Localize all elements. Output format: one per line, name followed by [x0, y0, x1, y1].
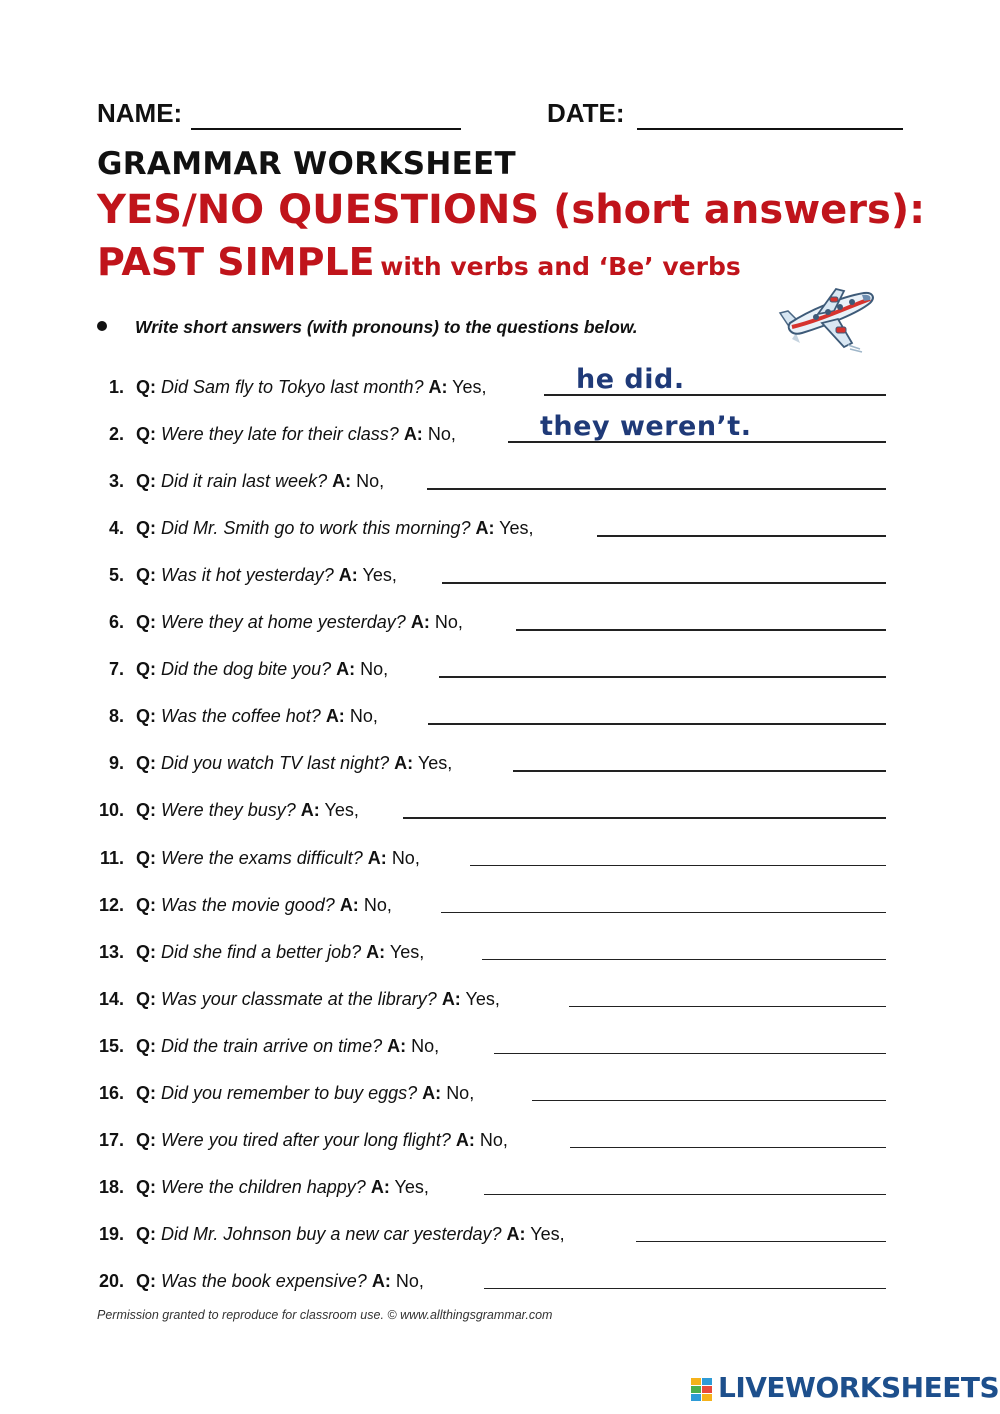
- question-label: Q:: [136, 377, 156, 397]
- worksheet-title: GRAMMAR WORKSHEET: [97, 146, 516, 182]
- question-number: 13.: [98, 941, 124, 962]
- question-text: Were they at home yesterday?: [161, 612, 406, 633]
- airplane-icon: [778, 281, 878, 353]
- answer-field[interactable]: [484, 1288, 886, 1290]
- question-number: 15.: [98, 1035, 124, 1056]
- question-body: [136, 989, 500, 1010]
- answer-prefix: No,: [391, 847, 420, 868]
- question-body: [136, 659, 388, 680]
- answer-field[interactable]: [439, 676, 886, 678]
- question-row: [97, 748, 886, 778]
- question-label: Q:: [136, 1129, 156, 1150]
- question-number: 7.: [108, 659, 124, 680]
- answer-prefix: Yes,: [394, 1176, 429, 1197]
- question-number: 11.: [99, 847, 124, 868]
- answer-label: A:: [300, 800, 320, 821]
- answer-label: A:: [366, 941, 386, 962]
- answer-label: A:: [441, 988, 461, 1009]
- answer-prefix: No,: [479, 1129, 508, 1150]
- question-row: [97, 1219, 886, 1249]
- question-text: Did Mr. Johnson buy a new car yesterday?: [161, 1223, 502, 1244]
- question-body: [136, 518, 534, 539]
- question-label: Q:: [136, 1082, 156, 1103]
- question-number: 4.: [108, 518, 124, 539]
- answer-prefix: No,: [411, 1035, 440, 1056]
- question-label: Q:: [136, 941, 156, 962]
- question-number: 3.: [108, 471, 124, 492]
- question-text: Did it rain last week?: [161, 471, 328, 492]
- question-number: 2.: [108, 424, 124, 445]
- answer-prefix: Yes,: [499, 518, 534, 539]
- question-number: 6.: [108, 612, 124, 633]
- question-text: Did you watch TV last night?: [161, 753, 390, 774]
- question-text: Was the movie good?: [161, 894, 335, 915]
- question-text: Did you remember to buy eggs?: [161, 1082, 418, 1103]
- question-row: [97, 411, 886, 449]
- answer-field[interactable]: [597, 535, 886, 537]
- answer-prefix: Yes,: [417, 753, 453, 774]
- question-row: [97, 513, 886, 543]
- question-number: 12.: [98, 894, 124, 915]
- answer-field[interactable]: [403, 817, 886, 819]
- question-row: [97, 607, 886, 637]
- tense-detail: with verbs and ‘Be’ verbs: [380, 252, 741, 281]
- name-label: NAME:: [97, 98, 183, 128]
- answer-prefix: Yes,: [324, 800, 359, 821]
- name-field[interactable]: [191, 128, 461, 130]
- answer-prefix: No,: [349, 706, 378, 727]
- question-row: [97, 1031, 886, 1061]
- question-body: [136, 1036, 439, 1057]
- question-body: [136, 1177, 429, 1198]
- bullet-icon: [97, 321, 107, 331]
- question-text: Did Mr. Smith go to work this morning?: [161, 518, 471, 539]
- question-label: Q:: [136, 424, 156, 445]
- question-label: Q:: [136, 706, 156, 727]
- question-number: 20.: [98, 1270, 124, 1291]
- answer-prefix: No,: [434, 612, 463, 633]
- question-body: [136, 377, 487, 398]
- question-row: [97, 984, 886, 1014]
- question-label: Q:: [136, 471, 156, 492]
- answer-label: A:: [338, 565, 358, 586]
- question-number: 16.: [98, 1082, 124, 1103]
- question-row: [97, 1125, 886, 1155]
- answer-prefix: No,: [446, 1082, 475, 1103]
- answer-field[interactable]: [482, 959, 886, 961]
- question-text: Was it hot yesterday?: [161, 565, 334, 586]
- answer-field[interactable]: [427, 488, 886, 490]
- question-number: 14.: [98, 988, 124, 1009]
- question-label: Q:: [136, 1176, 156, 1197]
- tense-label: PAST SIMPLE: [97, 240, 375, 284]
- question-body: [136, 800, 359, 821]
- question-label: Q:: [136, 659, 156, 680]
- question-text: Was the book expensive?: [161, 1270, 367, 1291]
- question-number: 10.: [98, 800, 124, 821]
- question-text: Was your classmate at the library?: [161, 988, 437, 1009]
- answer-field[interactable]: [442, 582, 886, 584]
- question-number: 1.: [108, 377, 124, 397]
- answer-field[interactable]: [441, 912, 886, 914]
- topic-title: YES/NO QUESTIONS (short answers):: [97, 187, 926, 233]
- answer-field[interactable]: [484, 1194, 886, 1196]
- handwritten-answer: they weren’t.: [540, 411, 752, 443]
- question-body: [136, 565, 397, 586]
- answer-label: A:: [325, 706, 345, 727]
- question-text: Was the coffee hot?: [161, 706, 321, 727]
- question-body: [136, 1083, 474, 1104]
- answer-label: A:: [387, 1035, 407, 1056]
- question-text: Did the train arrive on time?: [161, 1035, 383, 1056]
- answer-prefix: Yes,: [362, 565, 397, 586]
- liveworksheets-logo-icon: [690, 1377, 714, 1403]
- question-label: Q:: [136, 847, 156, 868]
- answer-field[interactable]: [516, 629, 886, 631]
- question-number: 8.: [108, 706, 124, 727]
- answer-label: A:: [410, 612, 430, 633]
- answer-label: A:: [336, 659, 356, 680]
- answer-prefix: Yes,: [465, 988, 500, 1009]
- answer-label: A:: [428, 377, 448, 397]
- answer-label: A:: [475, 518, 495, 539]
- answer-prefix: Yes,: [530, 1223, 565, 1244]
- date-field[interactable]: [637, 128, 903, 130]
- question-text: Did the dog bite you?: [161, 659, 332, 680]
- question-body: [136, 706, 378, 727]
- question-body: [136, 1271, 424, 1292]
- question-body: [136, 424, 456, 445]
- answer-label: A:: [371, 1270, 391, 1291]
- question-text: Did she find a better job?: [161, 941, 362, 962]
- question-label: Q:: [136, 988, 156, 1009]
- answer-prefix: No,: [427, 424, 456, 445]
- question-row: [97, 364, 886, 402]
- answer-field[interactable]: [570, 1147, 886, 1149]
- question-label: Q:: [136, 1270, 156, 1291]
- answer-field[interactable]: [569, 1006, 886, 1008]
- handwritten-answer: he did.: [576, 364, 685, 395]
- answer-label: A:: [367, 847, 387, 868]
- question-number: 19.: [98, 1223, 124, 1244]
- answer-prefix: No,: [395, 1270, 424, 1291]
- footer-credit: Permission granted to reproduce for classroom use. © www.allthingsgrammar.com: [97, 1308, 553, 1322]
- answer-field[interactable]: [470, 865, 886, 867]
- answer-label: A:: [394, 753, 414, 774]
- question-body: [136, 753, 452, 774]
- question-text: Were they late for their class?: [161, 424, 399, 445]
- question-label: Q:: [136, 894, 156, 915]
- question-body: [136, 1130, 508, 1151]
- answer-label: A:: [506, 1223, 526, 1244]
- answer-field[interactable]: [494, 1053, 886, 1055]
- answer-label: A:: [455, 1129, 475, 1150]
- question-label: Q:: [136, 612, 156, 633]
- answer-field[interactable]: [636, 1241, 886, 1243]
- question-label: Q:: [136, 565, 156, 586]
- answer-prefix: No,: [363, 894, 392, 915]
- question-text: Did Sam fly to Tokyo last month?: [161, 377, 424, 397]
- instruction: [97, 317, 638, 338]
- question-body: [136, 895, 392, 916]
- answer-prefix: Yes,: [389, 941, 425, 962]
- question-row: [97, 843, 886, 873]
- answer-label: A:: [332, 471, 352, 492]
- question-label: Q:: [136, 800, 156, 821]
- question-body: [136, 1224, 565, 1245]
- question-row: [97, 466, 886, 496]
- question-row: [97, 560, 886, 590]
- question-text: Were they busy?: [161, 800, 296, 821]
- question-row: [97, 795, 886, 825]
- question-row: [97, 654, 886, 684]
- question-label: Q:: [136, 1223, 156, 1244]
- question-number: 9.: [108, 753, 124, 774]
- question-number: 5.: [108, 565, 124, 586]
- question-body: [136, 471, 384, 492]
- question-row: [97, 1266, 886, 1296]
- answer-prefix: No,: [360, 659, 389, 680]
- question-text: Were you tired after your long flight?: [161, 1129, 451, 1150]
- answer-field[interactable]: [513, 770, 886, 772]
- question-label: Q:: [136, 1035, 156, 1056]
- header-row: [97, 98, 903, 134]
- answer-prefix: Yes,: [452, 377, 487, 397]
- question-row: [97, 1172, 886, 1202]
- question-text: Were the children happy?: [161, 1176, 366, 1197]
- answer-label: A:: [403, 424, 423, 445]
- date-label: DATE:: [547, 98, 625, 128]
- question-text: Were the exams difficult?: [161, 847, 363, 868]
- answer-label: A:: [422, 1082, 442, 1103]
- answer-label: A:: [370, 1176, 390, 1197]
- question-row: [97, 701, 886, 731]
- answer-field[interactable]: [532, 1100, 886, 1102]
- answer-field[interactable]: [428, 723, 886, 725]
- answer-label: A:: [339, 894, 359, 915]
- question-body: [136, 848, 420, 869]
- question-body: [136, 612, 463, 633]
- question-number: 17.: [98, 1129, 124, 1150]
- question-label: Q:: [136, 753, 156, 774]
- question-body: [136, 942, 424, 963]
- question-row: [97, 937, 886, 967]
- brand-name: LIVEWORKSHEETS: [718, 1371, 1000, 1404]
- question-label: Q:: [136, 518, 156, 539]
- answer-prefix: No,: [356, 471, 385, 492]
- question-row: [97, 890, 886, 920]
- question-row: [97, 1078, 886, 1108]
- instruction-text: Write short answers (with pronouns) to the questions below.: [135, 317, 638, 337]
- title-block: [97, 144, 925, 296]
- question-number: 18.: [98, 1176, 124, 1197]
